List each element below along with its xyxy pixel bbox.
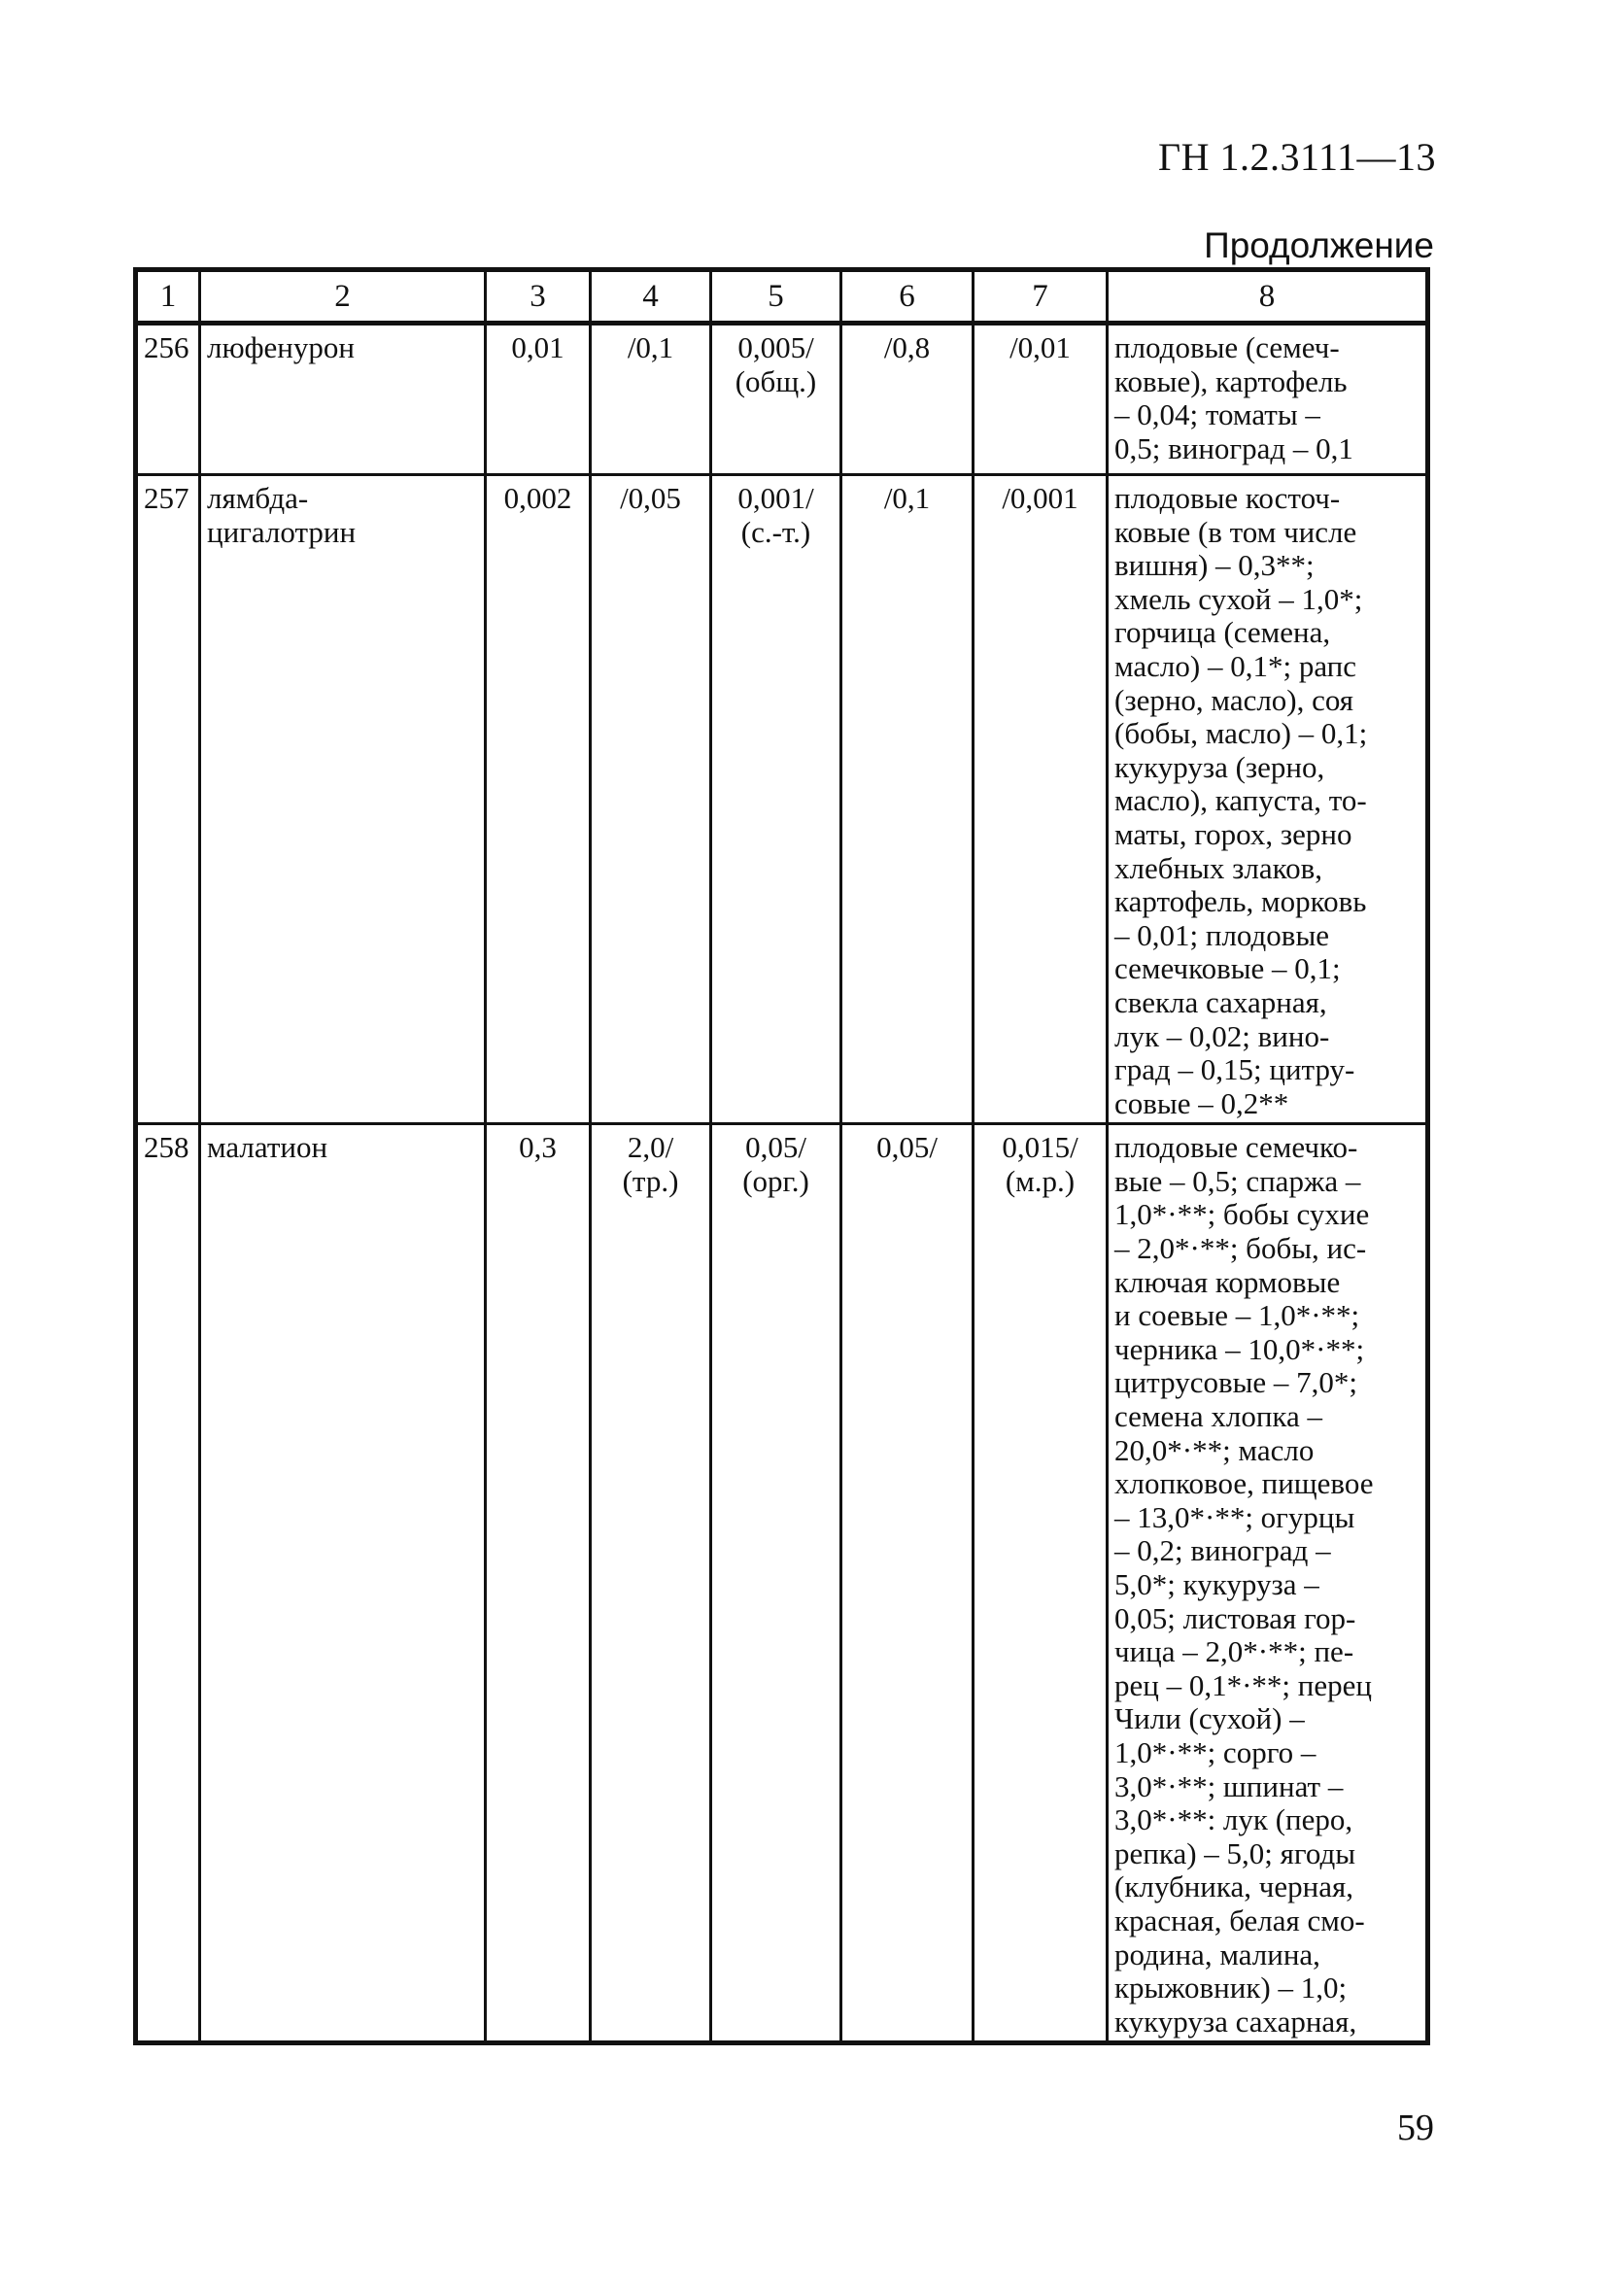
text-line: 0,002: [503, 481, 572, 515]
text-line: 0,05/: [745, 1130, 806, 1165]
substance-name: [200, 1124, 486, 2043]
text-line: /0,1: [883, 481, 931, 515]
value-col6: [841, 475, 974, 1124]
text-line: 0,05; листовая гор-: [1114, 1600, 1356, 1635]
text-line: плодовые (семеч-: [1114, 330, 1340, 364]
table-row: [136, 475, 1428, 1124]
text-line: цитрусовые – 7,0*;: [1114, 1365, 1358, 1400]
column-header: 1: [136, 270, 200, 324]
text-line: чица – 2,0*·**; пе-: [1114, 1634, 1354, 1669]
column-header: 2: [200, 270, 486, 324]
text-line: – 0,2; виноград –: [1114, 1533, 1331, 1568]
substance-name: [200, 324, 486, 475]
value-col4: [591, 1124, 711, 2043]
text-line: картофель, морковь: [1114, 884, 1367, 919]
text-line: (общ.): [735, 363, 817, 398]
text-line: совые – 0,2**: [1114, 1085, 1289, 1120]
document-code: ГН 1.2.3111—13: [1157, 135, 1436, 179]
value-col5: [711, 475, 841, 1124]
value-col3: [486, 475, 591, 1124]
text-line: семена хлопка –: [1114, 1399, 1323, 1434]
text-line: 2,0/: [627, 1130, 674, 1165]
text-line: 1,0*·**; сорго –: [1114, 1734, 1316, 1769]
text-line: репка) – 5,0; ягоды: [1114, 1835, 1356, 1870]
text-line: вишня) – 0,3**;: [1114, 548, 1315, 583]
text-line: ковые (в том числе: [1114, 514, 1357, 549]
column-header: 7: [974, 270, 1108, 324]
text-line: лук – 0,02; вино-: [1114, 1018, 1330, 1053]
text-line: рец – 0,1*·**; перец: [1114, 1667, 1372, 1702]
text-line: 0,3: [519, 1130, 557, 1165]
value-col4: [591, 324, 711, 475]
text-line: 3,0*·**: лук (перо,: [1114, 1802, 1353, 1837]
text-line: и соевые – 1,0*·**;: [1114, 1298, 1360, 1333]
column-number-row: [136, 270, 1428, 324]
text-line: /0,8: [883, 330, 931, 364]
text-line: лямбда-: [207, 481, 309, 515]
value-col6: [841, 324, 974, 475]
text-line: 0,01: [511, 330, 564, 364]
text-line: масло), капуста, то-: [1114, 783, 1367, 818]
text-line: хлопковое, пищевое: [1114, 1466, 1374, 1501]
text-line: малатион: [207, 1130, 328, 1165]
table-row: [136, 324, 1428, 475]
value-col3: [486, 324, 591, 475]
text-line: кукуруза (зерно,: [1114, 749, 1325, 784]
text-line: масло) – 0,1*; рапс: [1114, 648, 1357, 683]
continuation-label: Продолжение: [1204, 225, 1434, 265]
text-line: град – 0,15; цитру-: [1114, 1052, 1355, 1087]
value-col6: [841, 1124, 974, 2043]
text-line: 0,05/: [876, 1130, 938, 1165]
value-col7: [974, 324, 1108, 475]
value-col7: [974, 475, 1108, 1124]
page-number: 59: [1397, 2108, 1434, 2148]
text-line: крыжовник) – 1,0;: [1114, 1970, 1348, 2005]
text-line: свекла сахарная,: [1114, 984, 1327, 1019]
column-header: 4: [591, 270, 711, 324]
text-line: семечковые – 0,1;: [1114, 951, 1341, 986]
value-col7: [974, 1124, 1108, 2043]
row-number: 256: [136, 324, 200, 475]
text-line: горчица (семена,: [1114, 615, 1331, 650]
text-line: родина, малина,: [1114, 1936, 1320, 1971]
text-line: – 0,04; томаты –: [1114, 397, 1320, 432]
text-line: плодовые семечко-: [1114, 1130, 1358, 1165]
text-line: 3,0*·**; шпинат –: [1114, 1768, 1344, 1803]
text-line: хмель сухой – 1,0*;: [1114, 581, 1363, 616]
row-number: 258: [136, 1124, 200, 2043]
text-line: /0,1: [627, 330, 674, 364]
text-line: (тр.): [622, 1163, 679, 1198]
text-line: – 0,01; плодовые: [1114, 917, 1330, 952]
text-line: цигалотрин: [207, 514, 357, 549]
text-line: /0,001: [1002, 481, 1078, 515]
text-line: 0,005/: [737, 330, 814, 364]
residue-note: [1108, 475, 1428, 1124]
column-header: 8: [1108, 270, 1428, 324]
text-line: (зерно, масло), соя: [1114, 682, 1354, 717]
text-line: (клубника, черная,: [1114, 1869, 1353, 1904]
table-row: [136, 1124, 1428, 2043]
substance-name: [200, 475, 486, 1124]
text-line: люфенурон: [207, 330, 355, 364]
value-col3: [486, 1124, 591, 2043]
text-line: черника – 10,0*·**;: [1114, 1331, 1365, 1366]
hygiene-standards-table: [133, 267, 1430, 2045]
text-line: ключая кормовые: [1114, 1264, 1341, 1299]
text-line: ковые), картофель: [1114, 363, 1348, 398]
column-header: 5: [711, 270, 841, 324]
text-line: – 2,0*·**; бобы, ис-: [1114, 1231, 1367, 1266]
text-line: /0,05: [620, 481, 681, 515]
residue-note: [1108, 1124, 1428, 2043]
text-line: /0,01: [1009, 330, 1071, 364]
text-line: вые – 0,5; спаржа –: [1114, 1163, 1361, 1198]
text-line: хлебных злаков,: [1114, 850, 1323, 885]
text-line: красная, белая смо-: [1114, 1902, 1365, 1937]
text-line: маты, горох, зерно: [1114, 816, 1352, 851]
text-line: 0,5; виноград – 0,1: [1114, 430, 1353, 465]
column-header: 6: [841, 270, 974, 324]
text-line: (бобы, масло) – 0,1;: [1114, 716, 1368, 751]
text-line: (орг.): [742, 1163, 809, 1198]
text-line: (с.-т.): [740, 514, 811, 549]
text-line: Чили (сухой) –: [1114, 1701, 1305, 1736]
value-col5: [711, 324, 841, 475]
column-header: 3: [486, 270, 591, 324]
value-col4: [591, 475, 711, 1124]
text-line: 20,0*·**; масло: [1114, 1432, 1315, 1467]
text-line: плодовые косточ-: [1114, 481, 1341, 515]
text-line: 5,0*; кукуруза –: [1114, 1567, 1319, 1601]
row-number: 257: [136, 475, 200, 1124]
text-line: 0,001/: [737, 481, 814, 515]
value-col5: [711, 1124, 841, 2043]
residue-note: [1108, 324, 1428, 475]
text-line: кукуруза сахарная,: [1114, 2004, 1357, 2039]
text-line: – 13,0*·**; огурцы: [1114, 1499, 1355, 1534]
text-line: 1,0*·**; бобы сухие: [1114, 1197, 1370, 1232]
text-line: 0,015/: [1002, 1130, 1078, 1165]
text-line: (м.р.): [1005, 1163, 1076, 1198]
